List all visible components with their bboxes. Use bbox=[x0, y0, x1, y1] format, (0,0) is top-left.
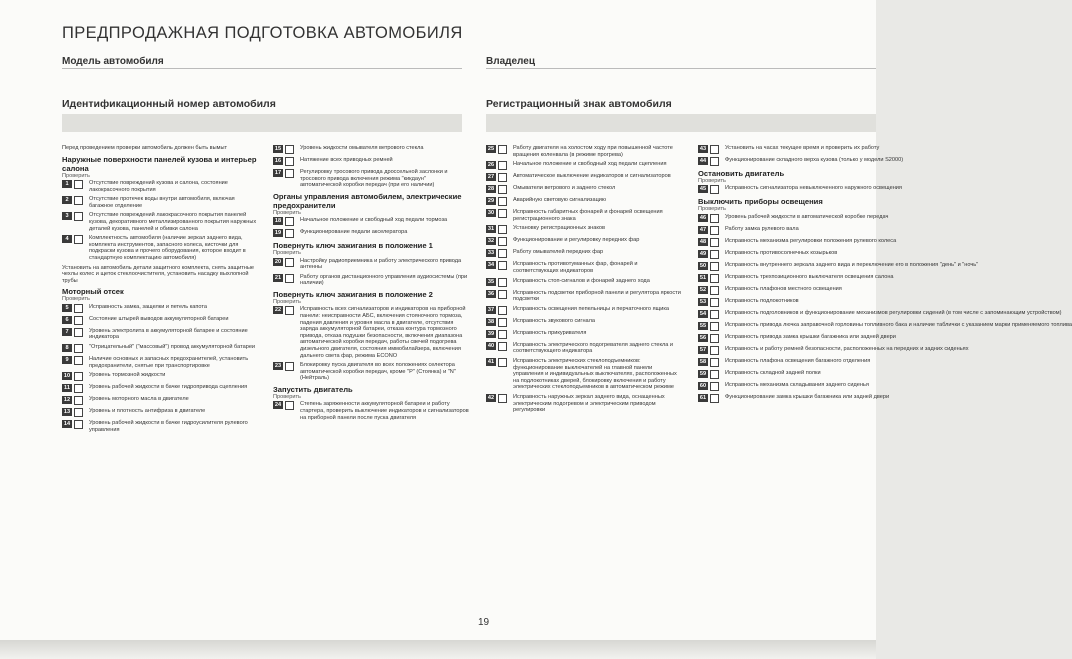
item-text: Работу замка рулевого вала bbox=[725, 225, 799, 232]
checklist-item-42 bbox=[486, 394, 684, 414]
checkbox[interactable] bbox=[74, 372, 83, 381]
item-number: 18 bbox=[274, 218, 282, 225]
item-number: 44 bbox=[699, 158, 707, 164]
item-text: Работу двигателя на холостом ходу при повышенной частоте вращения коленвала (в режиме прогрева) bbox=[513, 145, 673, 158]
item-text: Состояние штырей выводов аккумуляторной батареи bbox=[89, 315, 229, 322]
checkbox[interactable] bbox=[710, 145, 719, 154]
item-text: Исправность трехпозиционного выключателя освещения салона bbox=[725, 273, 894, 280]
item-number: 16 bbox=[274, 158, 282, 164]
item-text: Работу органов дистанционного управления аудиосистемы (при наличии) bbox=[300, 273, 468, 287]
item-number: 39 bbox=[487, 330, 495, 337]
checkbox[interactable] bbox=[498, 237, 507, 246]
checklist-item-14 bbox=[62, 420, 260, 433]
item-text: Регулировку тросового привода дроссельной заслонки и тросового привода включения режима "кикдаун" автоматической коробки передач (при его наличии) bbox=[300, 169, 448, 189]
item-number: 37 bbox=[487, 306, 495, 313]
item-number: 1 bbox=[62, 180, 72, 188]
item-text: Уровень и плотность антифриза в двигателе bbox=[89, 408, 206, 415]
checklist-item-13 bbox=[62, 408, 260, 417]
checklist-item-57 bbox=[698, 345, 969, 355]
checklist-item-38 bbox=[486, 318, 684, 327]
checklist-item-21 bbox=[273, 274, 469, 287]
check-label: Проверить bbox=[698, 178, 726, 184]
item-text: Исправность всех сигнализаторов и индикаторов на приборной панели: неисправности АБС, включения стояночного тормоза, падения давления и уровня масла в двигателе, отсутствия заряда аккумуляторной батареи, отказа контура тормозного привода, отказа подушки безопасности, включения диапазона автоматической коробки передач, работы свечей подогрева дизельного двигателя, состояния иммобилайзера, включения дальнего света фар, режима ECONO bbox=[300, 306, 466, 359]
checkbox[interactable] bbox=[498, 278, 507, 287]
item-number: 20 bbox=[274, 258, 282, 265]
item-number: 19 bbox=[274, 230, 282, 237]
checklist-item-23 bbox=[273, 362, 469, 382]
section-heading-body: Наружные поверхности панелей кузова и интерьер салона bbox=[62, 154, 257, 173]
item-number: 22 bbox=[274, 307, 282, 314]
check-label: Проверить bbox=[273, 250, 301, 257]
item-number: 8 bbox=[62, 344, 72, 352]
item-text: Исправность противотуманных фар, фонарей и соответствующих индикаторов bbox=[513, 261, 638, 274]
section-heading-lights-off: Выключить приборы освещения bbox=[698, 197, 823, 207]
item-text: Исправность складной задней полки bbox=[725, 369, 821, 376]
plate-field-label: Регистрационный знак автомобиля bbox=[486, 98, 672, 110]
item-text: Исправность замка, защелки и петель капота bbox=[89, 303, 208, 310]
checkbox[interactable] bbox=[710, 298, 719, 307]
checklist-item-2 bbox=[62, 196, 260, 209]
checkbox[interactable] bbox=[710, 334, 719, 343]
item-number: 14 bbox=[63, 421, 71, 428]
item-text: "Отрицательный" ("массовый") провод аккумуляторной батареи bbox=[89, 343, 256, 350]
item-text: Уровень электролита в аккумуляторной батарее и состояние индикатора bbox=[89, 327, 248, 341]
checkbox[interactable] bbox=[710, 382, 719, 391]
item-text: Начальное положение и свободный ход педали сцепления bbox=[513, 161, 667, 168]
page-title: ПРЕДПРОДАЖНАЯ ПОДГОТОВКА АВТОМОБИЛЯ bbox=[62, 24, 463, 42]
item-text: Уровень тормозной жидкости bbox=[89, 372, 166, 379]
checkbox[interactable] bbox=[498, 185, 507, 194]
checkbox[interactable] bbox=[710, 226, 719, 235]
item-text: Начальное положение и свободный ход педали тормоза bbox=[300, 217, 448, 224]
checkbox[interactable] bbox=[710, 185, 719, 194]
item-text: Исправность привода замка крышки багажника или задней двери bbox=[725, 333, 896, 340]
item-text: Уровень моторного масла в двигателе bbox=[89, 396, 189, 403]
check-label: Проверить bbox=[62, 172, 90, 179]
checkbox[interactable] bbox=[74, 235, 83, 244]
checkbox[interactable] bbox=[498, 358, 507, 367]
item-number: 11 bbox=[62, 384, 72, 392]
item-number: 27 bbox=[487, 174, 495, 181]
item-text: Исправность электрического подогревателя заднего стекла и соответствующего индикатора bbox=[513, 341, 674, 355]
item-number: 21 bbox=[274, 274, 282, 281]
item-number: 38 bbox=[487, 318, 495, 325]
section-heading-start-engine: Запустить двигатель bbox=[273, 384, 353, 394]
item-text: Уровень рабочей жидкости в бачке гидроусилителя рулевого управления bbox=[89, 420, 248, 433]
item-number: 13 bbox=[63, 409, 71, 416]
item-number: 57 bbox=[699, 346, 707, 353]
checkbox[interactable] bbox=[74, 344, 83, 353]
item-number: 2 bbox=[62, 196, 72, 204]
item-text: Исправность плафона освещения багажного отделения bbox=[725, 357, 871, 364]
checklist-item-26 bbox=[486, 161, 684, 170]
item-text: Установить на часах текущее время и проверить их работу bbox=[725, 145, 880, 151]
checkbox[interactable] bbox=[285, 157, 294, 166]
checkbox[interactable] bbox=[285, 145, 294, 154]
item-number: 53 bbox=[699, 298, 707, 305]
item-text: Установку регистрационных знаков bbox=[513, 225, 605, 232]
checkbox[interactable] bbox=[710, 322, 719, 331]
model-field-label: Модель автомобиля bbox=[62, 56, 164, 67]
item-text: Исправность подголовников и функционирование механизмов регулировки сидений (в том числе с запоминающим устройством) bbox=[725, 309, 1062, 316]
checkbox[interactable] bbox=[710, 346, 719, 355]
item-number: 30 bbox=[487, 210, 495, 217]
checklist-column-1 bbox=[62, 145, 260, 436]
checklist-item-56 bbox=[698, 333, 896, 343]
item-number: 41 bbox=[487, 358, 495, 365]
item-number: 26 bbox=[487, 162, 495, 169]
checklist-item-27 bbox=[486, 173, 684, 182]
checkbox[interactable] bbox=[74, 420, 83, 429]
checkbox[interactable] bbox=[710, 238, 719, 247]
item-number: 60 bbox=[699, 382, 707, 389]
checklist-item-15 bbox=[273, 145, 469, 154]
checklist-item-35 bbox=[486, 278, 684, 287]
checklist-column-3 bbox=[486, 145, 684, 417]
item-number: 42 bbox=[487, 394, 495, 401]
check-label: Проверить bbox=[273, 209, 301, 216]
item-number: 6 bbox=[62, 316, 72, 324]
item-text: Функционирование замка крышки багажника или задней двери bbox=[725, 393, 890, 400]
checklist-item-37 bbox=[486, 306, 684, 315]
item-text: Исправность и работу ремней безопасности, расположенных на передних и задних сиденьях bbox=[725, 345, 969, 352]
vin-field-box bbox=[62, 114, 462, 132]
item-text: Исправность механизма складывания заднего сиденья bbox=[725, 381, 869, 388]
item-text: Уровень рабочей жидкости в автоматической коробке передач bbox=[725, 213, 889, 220]
checklist-item-55 bbox=[698, 321, 1072, 331]
checklist-item-39 bbox=[486, 330, 684, 339]
checkbox[interactable] bbox=[498, 342, 507, 351]
checklist-item-20 bbox=[273, 258, 469, 271]
item-number: 28 bbox=[487, 186, 495, 193]
checklist-item-58 bbox=[698, 358, 876, 367]
checklist-item-6 bbox=[62, 316, 260, 325]
item-number: 4 bbox=[62, 235, 72, 243]
checklist-item-1 bbox=[62, 180, 260, 193]
checklist-item-48 bbox=[698, 237, 897, 247]
item-number: 5 bbox=[62, 304, 72, 312]
checklist-item-47 bbox=[698, 226, 876, 235]
checkbox[interactable] bbox=[710, 262, 719, 271]
checkbox[interactable] bbox=[710, 358, 719, 367]
item-text: Исправность сигнализатора невыключенного наружного освещения bbox=[725, 185, 902, 192]
section-heading-controls: Органы управления автомобилем, электрические предохранители bbox=[273, 191, 462, 210]
item-number: 40 bbox=[487, 342, 495, 349]
checklist-item-8 bbox=[62, 344, 260, 353]
check-label: Проверить bbox=[273, 298, 301, 305]
item-number: 51 bbox=[699, 274, 707, 281]
checklist-item-30 bbox=[486, 209, 684, 222]
item-text: Исправность прикуривателя bbox=[513, 329, 587, 336]
checkbox[interactable] bbox=[285, 401, 294, 410]
checkbox[interactable] bbox=[710, 310, 719, 319]
item-number: 31 bbox=[487, 226, 495, 233]
check-label: Проверить bbox=[698, 206, 726, 213]
checklist-item-60 bbox=[698, 382, 876, 391]
item-text: Блокировку пуска двигателя во всех положениях селектора автоматической коробки передач, кроме "P" (Стоянка) и "N" (Нейтраль) bbox=[300, 362, 456, 382]
item-text: Функционирование и регулировку передних фар bbox=[513, 237, 640, 244]
item-text: Исправность звукового сигнала bbox=[513, 317, 596, 324]
item-number: 48 bbox=[699, 238, 707, 245]
checkbox[interactable] bbox=[74, 396, 83, 405]
checkbox[interactable] bbox=[285, 258, 294, 267]
checkbox[interactable] bbox=[74, 408, 83, 417]
vin-field-label: Идентификационный номер автомобиля bbox=[62, 98, 276, 110]
item-text: Автоматическое выключение индикаторов и сигнализаторов bbox=[513, 173, 671, 180]
item-number: 12 bbox=[63, 397, 71, 404]
checklist-item-9 bbox=[62, 356, 260, 369]
checklist-item-61 bbox=[698, 393, 890, 403]
model-field-line bbox=[62, 68, 462, 69]
item-number: 7 bbox=[62, 328, 72, 336]
item-number: 9 bbox=[62, 356, 72, 364]
checklist-item-41 bbox=[486, 358, 684, 391]
item-text: Настройку радиоприемника и работу электрического привода антенны bbox=[300, 257, 462, 271]
item-text: Исправность освещения пепельницы и перчаточного ящика bbox=[513, 305, 670, 312]
checkbox[interactable] bbox=[498, 197, 507, 206]
owner-field-label: Владелец bbox=[486, 56, 535, 67]
checkbox[interactable] bbox=[285, 362, 294, 371]
checkbox[interactable] bbox=[74, 196, 83, 205]
checkbox[interactable] bbox=[498, 306, 507, 315]
item-text: Работу омывателей передних фар bbox=[513, 249, 604, 256]
checklist-item-17 bbox=[273, 169, 469, 189]
item-text: Исправность подлокотников bbox=[725, 297, 799, 304]
checklist-item-12 bbox=[62, 396, 260, 405]
item-text: Уровень рабочей жидкости в бачке гидропривода сцепления bbox=[89, 384, 248, 391]
checklist-item-24 bbox=[273, 401, 469, 421]
checkbox[interactable] bbox=[498, 318, 507, 327]
item-text: Степень заряженности аккумуляторной батареи и работу стартера, проверить выключение индикаторов и сигнализаторов на приборной панели после пуска двигателя bbox=[300, 401, 469, 421]
item-number: 43 bbox=[699, 146, 707, 152]
section-heading-ignition-1: Повернуть ключ зажигания в положение 1 bbox=[273, 241, 433, 251]
checklist-column-4 bbox=[698, 145, 1072, 406]
checkbox[interactable] bbox=[498, 225, 507, 234]
page-edge-shadow bbox=[0, 640, 876, 659]
checklist-item-28 bbox=[486, 185, 684, 194]
checkbox[interactable] bbox=[498, 394, 507, 403]
item-number: 61 bbox=[699, 394, 707, 401]
checklist-item-5 bbox=[62, 304, 260, 313]
item-number: 59 bbox=[699, 370, 707, 377]
checklist-item-18 bbox=[273, 217, 469, 226]
item-number: 55 bbox=[699, 322, 707, 329]
checklist-item-25 bbox=[486, 145, 684, 158]
section-heading-engine: Моторный отсек bbox=[62, 287, 124, 297]
checklist-item-3 bbox=[62, 212, 260, 232]
plate-field-box bbox=[486, 114, 876, 132]
item-text: Комплектность автомобиля (наличие зеркал заднего вида, комплекта инструментов, запасного колеса, кисточки для подкраски кузова и прочего оборудования, которое входит в стандартную комплектацию автомобиля) bbox=[89, 235, 246, 261]
checkbox[interactable] bbox=[710, 370, 719, 379]
checkbox[interactable] bbox=[498, 145, 507, 154]
checklist-item-53 bbox=[698, 298, 876, 307]
check-label: Проверить bbox=[273, 393, 301, 400]
checkbox[interactable] bbox=[498, 209, 507, 218]
checkbox[interactable] bbox=[710, 157, 719, 166]
section-heading-stop-engine: Остановить двигатель bbox=[698, 169, 785, 178]
checklist-item-31 bbox=[486, 225, 684, 234]
checkbox[interactable] bbox=[710, 214, 719, 223]
checkbox[interactable] bbox=[285, 274, 294, 283]
checkbox[interactable] bbox=[285, 217, 294, 226]
item-number: 29 bbox=[487, 198, 495, 205]
item-text: Исправность привода лючка заправочной горловины топливного бака и наличие таблички с указанием марки применяемого топлива bbox=[725, 321, 1072, 328]
checklist-item-10 bbox=[62, 372, 260, 381]
item-text: Натяжение всех приводных ремней bbox=[300, 157, 393, 163]
checklist-item-52 bbox=[698, 286, 876, 295]
item-number: 36 bbox=[487, 290, 495, 297]
item-text: Исправность внутреннего зеркала заднего вида и переключение его в положения "день" и "ночь" bbox=[725, 261, 979, 268]
item-number: 3 bbox=[62, 212, 72, 220]
intro-note: Перед проведением проверки автомобиль должен быть вымыт bbox=[62, 145, 228, 151]
item-text: Исправность стоп-сигналов и фонарей заднего хода bbox=[513, 277, 650, 284]
item-text: Функционирование педали акселератора bbox=[300, 229, 408, 236]
item-text: Исправность электрических стеклоподъемников: функционирование выключателей на главной панели управления и индивидуальных выключателях, расположенных на подлокотниках дверей, блокировку включения и работу электрических стеклоподъемников в автоматическом режиме bbox=[513, 357, 677, 391]
item-number: 52 bbox=[699, 286, 707, 293]
checkbox[interactable] bbox=[74, 356, 83, 365]
checkbox[interactable] bbox=[285, 229, 294, 238]
item-number: 15 bbox=[274, 146, 282, 152]
item-number: 34 bbox=[487, 262, 495, 269]
checklist-item-16 bbox=[273, 157, 469, 166]
checklist-item-49 bbox=[698, 250, 876, 259]
checklist-item-29 bbox=[486, 197, 684, 206]
item-number: 33 bbox=[487, 250, 495, 257]
checklist-item-32 bbox=[486, 237, 684, 246]
item-number: 46 bbox=[699, 214, 707, 221]
item-text: Отсутствие повреждений лакокрасочного покрытия панелей кузова, декоративного металлизированного покрытия наружных деталей кузова, панелей и обивки салона bbox=[89, 212, 257, 232]
checkbox[interactable] bbox=[498, 249, 507, 258]
protective-kit-note: Установить на автомобиль детали защитного комплекта, снять защитные чехлы колес и щеток стеклоочистителя, установить насадку выхлопной трубы bbox=[62, 264, 254, 284]
checklist-item-4 bbox=[62, 235, 260, 261]
checkbox[interactable] bbox=[74, 304, 83, 313]
checklist-item-34 bbox=[486, 261, 684, 274]
checkbox[interactable] bbox=[498, 161, 507, 170]
checkbox[interactable] bbox=[710, 394, 719, 403]
item-text: Исправность габаритных фонарей и фонарей освещения регистрационного знака bbox=[513, 209, 663, 222]
checkbox[interactable] bbox=[710, 250, 719, 259]
check-label: Проверить bbox=[62, 296, 90, 303]
page-number: 19 bbox=[478, 617, 490, 628]
checklist-item-33 bbox=[486, 249, 684, 258]
owner-field-line bbox=[486, 68, 876, 69]
item-number: 17 bbox=[274, 170, 282, 176]
checklist-column-2 bbox=[273, 145, 469, 424]
item-text: Функционирование складного верха кузова (только у модели S2000) bbox=[725, 157, 904, 163]
checkbox[interactable] bbox=[285, 306, 294, 315]
item-number: 24 bbox=[274, 402, 282, 409]
item-text: Наличие основных и запасных предохранителей, установить предохранители, снятые при транспортировке bbox=[89, 355, 249, 369]
item-number: 50 bbox=[699, 262, 707, 269]
checklist-item-43 bbox=[698, 145, 880, 154]
item-text: Исправность плафонов местного освещения bbox=[725, 285, 842, 292]
checkbox[interactable] bbox=[285, 169, 294, 178]
checkbox[interactable] bbox=[74, 180, 83, 189]
item-text: Исправность наружных зеркал заднего вида, оснащенных электрическим подогревом и электрическим приводом регулировки bbox=[513, 393, 665, 414]
checkbox[interactable] bbox=[74, 328, 83, 337]
checkbox[interactable] bbox=[74, 384, 83, 393]
item-number: 56 bbox=[699, 334, 707, 341]
item-number: 58 bbox=[699, 358, 707, 365]
item-number: 54 bbox=[699, 310, 707, 317]
item-number: 47 bbox=[699, 226, 707, 233]
item-number: 49 bbox=[699, 250, 707, 257]
checkbox[interactable] bbox=[498, 173, 507, 182]
item-text: Отсутствие повреждений кузова и салона, состояние лакокрасочного покрытия bbox=[89, 180, 228, 193]
checklist-item-50 bbox=[698, 261, 979, 271]
checklist-item-51 bbox=[698, 273, 894, 283]
checkbox[interactable] bbox=[498, 261, 507, 270]
checkbox[interactable] bbox=[710, 286, 719, 295]
checklist-item-7 bbox=[62, 328, 260, 341]
checkbox[interactable] bbox=[74, 212, 83, 221]
checklist-item-19 bbox=[273, 229, 469, 238]
checkbox[interactable] bbox=[710, 274, 719, 283]
checkbox[interactable] bbox=[498, 330, 507, 339]
checklist-item-44 bbox=[698, 157, 904, 166]
item-text: Исправность противосолнечных козырьков bbox=[725, 249, 838, 256]
checklist-item-11 bbox=[62, 384, 260, 393]
item-number: 35 bbox=[487, 278, 495, 285]
checkbox[interactable] bbox=[498, 290, 507, 299]
item-text: Омыватели ветрового и заднего стекол bbox=[513, 185, 616, 192]
checklist-item-45 bbox=[698, 185, 902, 194]
item-number: 45 bbox=[699, 186, 707, 193]
checklist-item-36 bbox=[486, 290, 684, 303]
checkbox[interactable] bbox=[74, 316, 83, 325]
checklist-item-22 bbox=[273, 306, 469, 359]
item-text: Исправность механизма регулировки положения рулевого колеса bbox=[725, 237, 897, 244]
checklist-item-54 bbox=[698, 309, 1062, 319]
checklist-item-46 bbox=[698, 213, 889, 223]
item-number: 23 bbox=[274, 363, 282, 370]
item-text: Отсутствие протечек воды внутри автомобиля, включая багажное отделение bbox=[89, 196, 235, 209]
item-text: Исправность подсветки приборной панели и регулятора яркости подсветки bbox=[513, 289, 681, 303]
checklist-item-59 bbox=[698, 370, 876, 379]
section-heading-ignition-2: Повернуть ключ зажигания в положение 2 bbox=[273, 289, 433, 299]
item-text: Аварийную световую сигнализацию bbox=[513, 197, 607, 204]
item-number: 10 bbox=[63, 373, 71, 380]
item-text: Уровень жидкости омывателя ветрового стекла bbox=[300, 145, 424, 151]
item-number: 25 bbox=[487, 146, 495, 152]
item-number: 32 bbox=[487, 238, 495, 245]
checklist-item-40 bbox=[486, 342, 684, 355]
